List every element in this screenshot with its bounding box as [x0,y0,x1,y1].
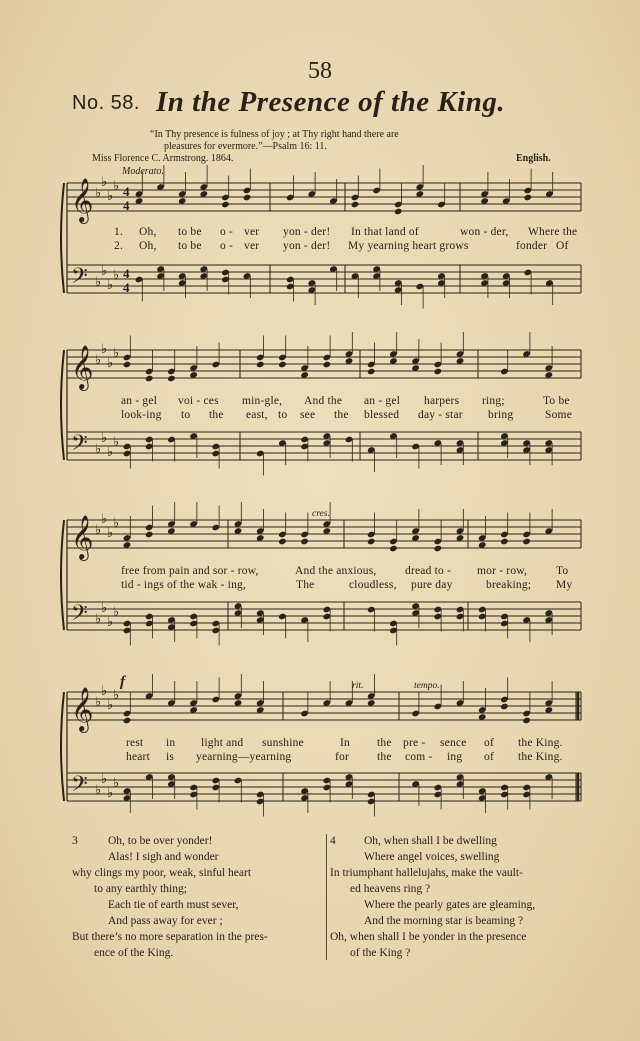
lyric-syllable: yearning—yearning [196,751,292,763]
tempo-marking: Moderato. [122,166,164,177]
lyric-syllable: light and [201,737,244,749]
lyric-syllable: in [166,737,176,749]
bass-clef-icon: 𝄢 [71,431,88,461]
lyric-syllable: the [334,409,349,421]
flat-icon: ♭ [95,186,102,201]
lyric-syllable: breaking; [486,579,532,591]
treble-clef-icon: 𝄞 [71,178,94,222]
flat-icon: ♭ [95,353,102,368]
lyric-syllable: The [296,579,315,591]
note-head [322,361,331,369]
lyric-syllable: of [484,737,494,749]
stanza-line: Oh, to be over yonder! [108,835,213,847]
stanza-line: Oh, when shall I be yonder in the presence [330,931,527,943]
stanza-line: And pass away for ever ; [108,915,223,927]
note-head [300,538,309,546]
note-head [433,545,442,553]
flat-icon: ♭ [95,275,102,290]
lyric-syllable: the King. [518,737,563,749]
stanza-3 [72,833,324,961]
lyric-syllable: an - gel [121,395,158,407]
lyric-syllable: won - der, [460,226,509,238]
flat-icon: ♭ [101,342,108,357]
note-head [523,194,532,202]
lyric-syllable: sunshine [262,737,304,749]
time-signature-numerator: 4 [123,184,130,199]
time-signature-numerator: 4 [123,266,130,281]
treble-clef-icon: 𝄞 [71,345,94,389]
flat-icon: ♭ [101,601,108,616]
lyric-syllable: My [556,579,573,591]
flat-icon: ♭ [101,684,108,699]
stanza-line: In triumphant hallelujahs, make the vault- [330,867,523,879]
bass-clef-icon: 𝄢 [71,772,88,802]
stanza-line: Where the pearly gates are gleaming, [364,899,536,911]
lyric-syllable: pure day [411,579,453,591]
crescendo-mark: cres. [312,509,330,519]
lyric-syllable: an - gel [364,395,401,407]
flat-icon: ♭ [95,695,102,710]
tune-origin: English. [516,153,551,164]
stanza-line: of the King ? [350,947,411,959]
flat-icon: ♭ [107,526,114,541]
note-head [522,717,531,725]
flat-icon: ♭ [95,523,102,538]
flat-icon: ♭ [107,189,114,204]
note-head [367,368,376,376]
lyric-syllable: min-gle, [242,395,283,407]
ritardando-mark: rit. [352,681,364,691]
flat-icon: ♭ [107,278,114,293]
system-brace [61,520,64,630]
note-head [243,194,252,202]
lyric-syllable: ring; [482,395,505,407]
lyric-syllable: east, [246,409,268,421]
lyric-syllable: see [300,409,316,421]
stanza-line: ence of the King. [94,947,174,959]
lyric-syllable: pre - [403,737,426,749]
page-number: 58 [308,58,332,84]
note-head [256,361,265,369]
hymn-number: No. 58. [72,92,140,114]
lyric-syllable: o - [220,240,234,252]
lyric-syllable: the [209,409,224,421]
lyric-syllable: tid - ings of the wak - ing, [121,579,247,591]
flat-icon: ♭ [113,776,120,791]
flat-icon: ♭ [95,612,102,627]
lyric-syllable: To be [543,395,570,407]
lyric-syllable: of [484,751,494,763]
epigraph-line: pleasures for evermore.”—Psalm 16: 11. [164,141,327,152]
time-signature-denominator: 4 [123,198,130,213]
lyric-syllable: yon - der! [283,226,331,238]
note-head [145,375,154,383]
note-head [123,717,132,725]
lyric-syllable: In that land of [351,226,419,238]
lyric-syllable: fonder [516,240,548,252]
stanza-line: Alas! I sigh and wonder [108,851,219,863]
lyric-syllable: In [340,737,350,749]
note-head [167,375,176,383]
lyric-syllable: to be [178,240,202,252]
stanza-line: ed heavens ring ? [350,883,431,895]
stanza-number: 3 [72,835,78,847]
lyric-syllable: is [166,751,175,763]
lyric-syllable: Some [545,409,572,421]
treble-clef-icon: 𝄞 [71,687,94,731]
lyric-syllable: bring [488,409,514,421]
lyric-syllable: the King. [518,751,563,763]
flat-icon: ♭ [113,435,120,450]
lyric-syllable: look-ing [121,409,162,421]
lyric-syllable: the [377,737,392,749]
note-head [123,361,132,369]
flat-icon: ♭ [113,605,120,620]
lyric-syllable: Oh, [139,240,157,252]
flat-icon: ♭ [113,516,120,531]
note-head [367,538,376,546]
flat-icon: ♭ [101,772,108,787]
stanza-line: why clings my poor, weak, sinful heart [72,867,252,879]
lyric-syllable: ver [244,240,260,252]
lyric-syllable: Oh, [139,226,157,238]
lyric-syllable: com - [405,751,433,763]
lyric-syllable: mor - row, [477,565,528,577]
flat-icon: ♭ [101,512,108,527]
system-brace [61,350,64,460]
system-brace [61,183,64,293]
note-head [221,201,230,209]
lyric-syllable: to [181,409,191,421]
stanza-number: 4 [330,835,336,847]
column-divider [326,834,327,960]
flat-icon: ♭ [107,786,114,801]
lyric-syllable: sence [440,737,467,749]
flat-icon: ♭ [113,179,120,194]
forte-mark: f [120,674,125,690]
lyric-syllable: rest [126,737,144,749]
author-credit: Miss Florence C. Armstrong. 1864. [92,153,234,164]
note-head [522,538,531,546]
lyric-syllable: And the [304,395,343,407]
lyric-syllable: the [377,751,392,763]
bass-clef-icon: 𝄢 [71,601,88,631]
lyric-syllable: to be [178,226,202,238]
note-head [433,368,442,376]
note-head [500,538,509,546]
verse-number: 2. [114,240,124,252]
lyric-syllable: to [278,409,288,421]
stanza-4 [330,833,585,961]
lyric-syllable: And the anxious, [295,565,377,577]
a-tempo-mark: tempo. [414,681,440,691]
verse-number: 1. [114,226,124,238]
note-head [278,361,287,369]
epigraph-line: “In Thy presence is fulness of joy ; at Thy right hand there are [150,129,399,140]
flat-icon: ♭ [107,698,114,713]
lyric-syllable: o - [220,226,234,238]
lyric-syllable: To [556,565,569,577]
stanza-line: Each tie of earth must sever, [108,899,239,911]
bass-clef-icon: 𝄢 [71,264,88,294]
note-head [278,538,287,546]
system-brace [61,692,64,801]
note-head [351,201,360,209]
treble-clef-icon: 𝄞 [71,515,94,559]
flat-icon: ♭ [101,431,108,446]
note-head [500,703,509,711]
stanza-line: to any earthly thing; [94,883,187,895]
flat-icon: ♭ [107,445,114,460]
note-head [394,208,403,216]
lyric-syllable: day - star [418,409,463,421]
lyric-syllable: My yearning heart grows [348,240,469,252]
lyric-syllable: heart [126,751,150,763]
note-head [389,545,398,553]
flat-icon: ♭ [101,175,108,190]
flat-icon: ♭ [113,688,120,703]
hymn-title: In the Presence of the King. [156,86,506,118]
lyric-syllable: free from pain and sor - row, [121,565,259,577]
lyric-syllable: voi - ces [178,395,219,407]
lyric-syllable: ing [447,751,463,763]
flat-icon: ♭ [101,264,108,279]
stanza-line: But there’s no more separation in the pres- [72,931,268,943]
lyric-syllable: Of [556,240,569,252]
flat-icon: ♭ [113,346,120,361]
lyric-syllable: dread to - [405,565,452,577]
lyric-syllable: Where the [528,226,578,238]
lyric-syllable: cloudless, [349,579,397,591]
lyric-syllable: yon - der! [283,240,331,252]
flat-icon: ♭ [95,783,102,798]
lyric-syllable: harpers [424,395,460,407]
lyric-syllable: for [335,751,350,763]
stanza-line: And the morning star is beaming ? [364,915,524,927]
stanza-line: Oh, when shall I be dwelling [364,835,497,847]
flat-icon: ♭ [107,356,114,371]
lyric-syllable: blessed [364,409,400,421]
flat-icon: ♭ [107,615,114,630]
time-signature-denominator: 4 [123,280,130,295]
flat-icon: ♭ [95,442,102,457]
stanza-line: Where angel voices, swelling [364,851,500,863]
flat-icon: ♭ [113,268,120,283]
lyric-syllable: ver [244,226,260,238]
note-head [145,531,154,539]
